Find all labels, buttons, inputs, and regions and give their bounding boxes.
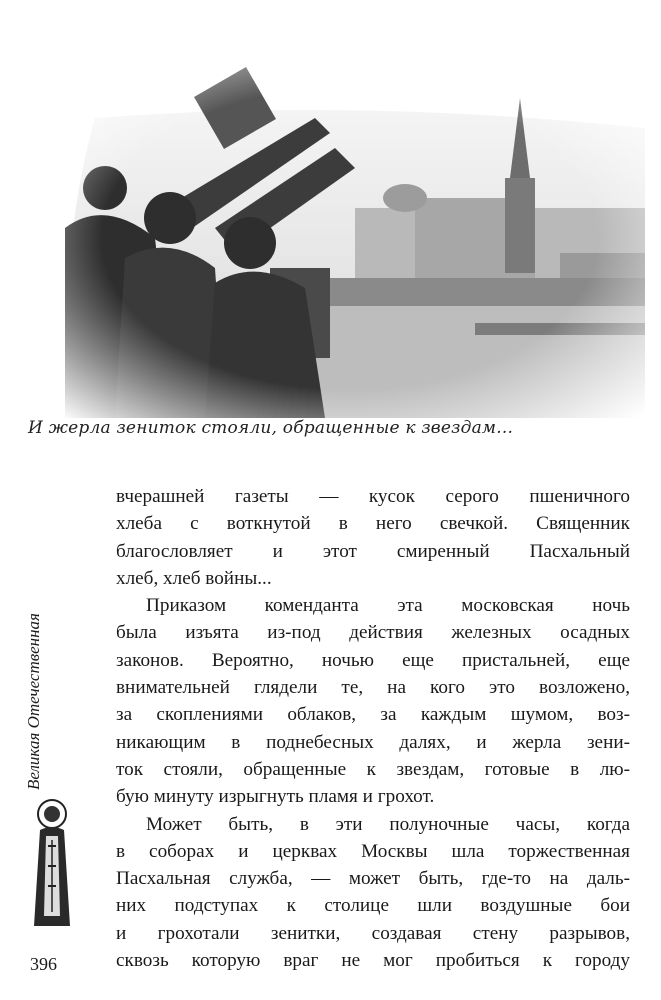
text-line: сквозь которую враг не мог пробиться к городу (116, 950, 630, 972)
text-line: Пасхальная служба, — может быть, где-то на даль- (116, 868, 630, 890)
text-line: и грохотали зенитки, создавая стену разрывов, (116, 922, 630, 944)
body-text (116, 483, 630, 974)
text-line: бую минуту изрыгнуть пламя и грохот. (116, 786, 435, 808)
paragraph-3 (116, 811, 630, 975)
text-line: хлеба с воткнутой в него свечкой. Священник (116, 513, 630, 535)
text-line: Приказом коменданта эта московская ночь (146, 595, 630, 617)
paragraph-1 (116, 483, 630, 592)
photo-image (55, 58, 645, 418)
paragraph-2 (116, 592, 630, 810)
photo-anti-aircraft-gunners (55, 58, 645, 418)
text-line: была изъята из-под действия железных осадных (116, 622, 630, 644)
text-line: благословляет и этот смиренный Пасхальный (116, 540, 630, 562)
text-line: в соборах и церквах Москвы шла торжественная (116, 840, 630, 862)
text-line: них подступах к столице шли воздушные бои (116, 895, 630, 917)
text-line: внимательней глядели те, на кого это возложено, (116, 677, 630, 699)
text-line: вчерашней газеты — кусок серого пшеничного (116, 486, 630, 507)
saint-icon (30, 796, 74, 936)
side-running-title: Великая Отечественная (24, 613, 43, 790)
text-line: ток стояли, обращенные к звездам, готовые в лю- (116, 758, 630, 780)
text-line: никающим в поднебесных далях, и жерла зени- (116, 731, 630, 753)
photo-caption: И жерла зениток стояли, обращенные к звездам... (28, 418, 514, 438)
text-line: законов. Вероятно, ночью еще пристальней, еще (116, 649, 630, 671)
text-line: хлеб, хлеб войны... (116, 567, 272, 589)
text-line: Может быть, в эти полуночные часы, когда (146, 813, 630, 835)
page-number: 396 (30, 954, 57, 974)
text-line: за скоплениями облаков, за каждым шумом, воз- (116, 704, 630, 726)
